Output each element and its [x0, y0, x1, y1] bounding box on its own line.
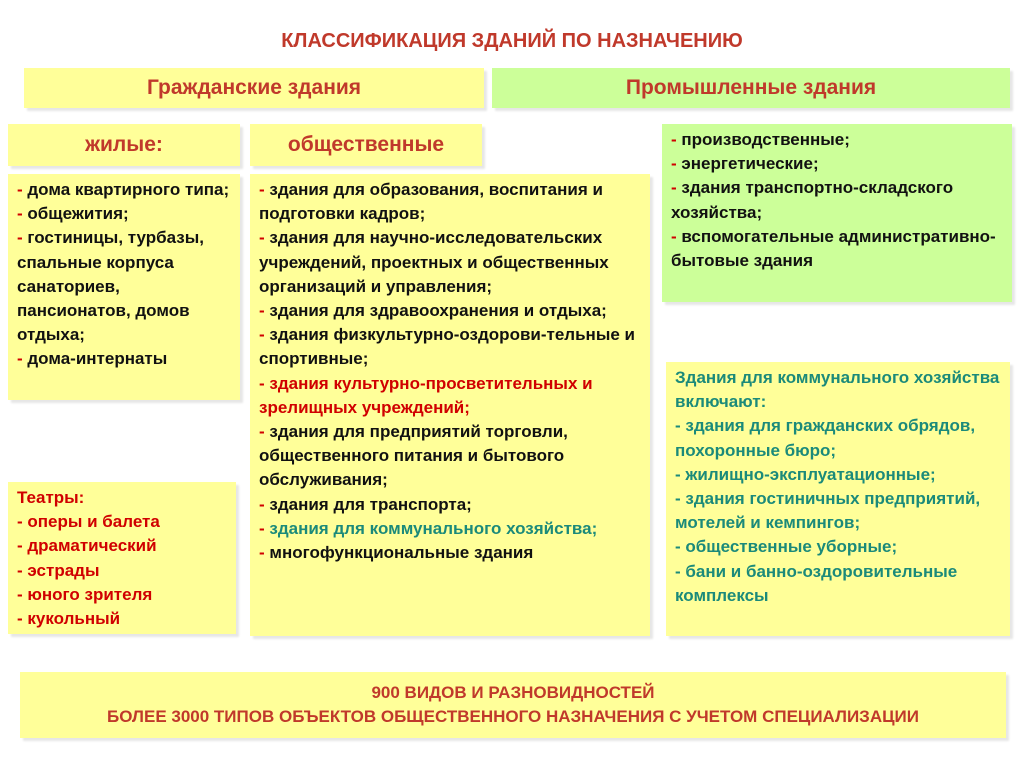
footer-line-1: 900 ВИДОВ И РАЗНОВИДНОСТЕЙ	[371, 683, 655, 702]
item-dash: -	[671, 178, 677, 198]
item-text: энергетические;	[676, 154, 819, 174]
public-item-9	[259, 541, 641, 565]
communal-item: - здания гостиничных предприятий, мотелей и кемпингов;	[675, 489, 981, 533]
public-item-8	[259, 517, 641, 541]
industrial-item-3	[671, 176, 1003, 224]
item-dash: -	[17, 228, 23, 248]
item-text: вспомогательные административно-бытовые здания	[671, 226, 996, 271]
item-text: общежития;	[22, 204, 129, 224]
communal-item: - общественные уборные;	[675, 537, 898, 557]
item-text: гостиницы, турбазы, спальные корпуса санаториев, пансионатов, домов отдыха;	[17, 228, 204, 345]
item-dash: -	[259, 494, 265, 514]
item-text: дома-интернаты	[22, 349, 168, 369]
item-dash: -	[259, 228, 265, 248]
communal-item: - бани и банно-оздоровительные комплексы	[675, 561, 958, 605]
industrial-buildings-header	[492, 68, 1010, 108]
residential-item-4	[17, 347, 231, 371]
public-header	[250, 124, 482, 166]
item-dash: -	[259, 518, 265, 538]
public-header-label: общественные	[287, 133, 445, 156]
industrial-item-1	[671, 128, 1003, 152]
industrial-list	[662, 124, 1012, 302]
item-dash: -	[671, 226, 677, 246]
theatres-box	[8, 482, 236, 634]
item-dash: -	[17, 204, 23, 224]
item-text: здания физкультурно-оздорови-тельные и спортивные;	[259, 325, 635, 369]
summary-footer	[20, 672, 1006, 738]
item-dash: -	[671, 154, 677, 174]
item-text: многофункциональные здания	[264, 543, 534, 563]
civil-buildings-header-label: Гражданские здания	[146, 76, 362, 99]
public-list	[250, 174, 650, 636]
communal-title: Здания для коммунального хозяйства включают:	[675, 368, 1000, 412]
theatre-item: - эстрады	[17, 560, 100, 580]
public-item-7	[259, 493, 641, 517]
item-text: здания для научно-исследовательских учреждений, проектных и общественных организаций и управления;	[259, 228, 609, 296]
theatre-item: - кукольный	[17, 609, 121, 629]
item-dash: -	[259, 301, 265, 321]
item-text: дома квартирного типа;	[22, 180, 230, 199]
item-dash: -	[259, 373, 265, 393]
theatre-item: - драматический	[17, 536, 157, 556]
public-item-3	[259, 299, 641, 323]
theatre-item: - оперы и балета	[17, 512, 160, 532]
communal-item: - жилищно-эксплуатационные;	[675, 464, 936, 484]
footer-line-2: БОЛЕЕ 3000 ТИПОВ ОБЪЕКТОВ ОБЩЕСТВЕННОГО НАЗНАЧЕНИЯ С УЧЕТОМ СПЕЦИАЛИЗАЦИИ	[107, 707, 919, 726]
item-text: здания транспортно-складского хозяйства;	[671, 178, 954, 222]
theatre-item: - юного зрителя	[17, 584, 153, 604]
communal-list	[666, 362, 1010, 636]
item-dash: -	[671, 130, 677, 149]
page-title: КЛАССИФИКАЦИЯ ЗДАНИЙ ПО НАЗНАЧЕНИЮ	[281, 30, 743, 52]
public-item-6	[259, 420, 641, 493]
public-item-2	[259, 226, 641, 299]
item-text: здания для здравоохранения и отдыха;	[264, 301, 607, 321]
public-item-5	[259, 372, 641, 420]
item-text: здания для предприятий торговли, общественного питания и бытового обслуживания;	[259, 422, 568, 490]
theatres-title: Театры:	[17, 488, 85, 507]
item-text: здания для образования, воспитания и подготовки кадров;	[259, 180, 603, 224]
item-text: производственные;	[676, 130, 850, 149]
item-dash: -	[17, 349, 23, 369]
residential-item-3	[17, 226, 231, 347]
item-dash: -	[259, 543, 265, 563]
item-dash: -	[259, 325, 265, 345]
item-text: здания культурно-просветительных и зрелищных учреждений;	[259, 373, 593, 417]
industrial-buildings-header-label: Промышленные здания	[625, 76, 877, 99]
industrial-item-4	[671, 225, 1003, 273]
public-item-4	[259, 323, 641, 371]
residential-header-label: жилые:	[85, 133, 163, 156]
residential-list	[8, 174, 240, 400]
item-text: здания для транспорта;	[264, 494, 472, 514]
item-dash: -	[259, 180, 265, 199]
item-text: здания для коммунального хозяйства;	[264, 518, 598, 538]
industrial-item-2	[671, 152, 1003, 176]
residential-item-1	[17, 178, 231, 202]
civil-buildings-header	[24, 68, 484, 108]
residential-header	[8, 124, 240, 166]
item-dash: -	[17, 180, 23, 199]
item-dash: -	[259, 422, 265, 442]
communal-item: - здания для гражданских обрядов, похоронные бюро;	[675, 416, 976, 460]
public-item-1	[259, 178, 641, 226]
residential-item-2	[17, 202, 231, 226]
